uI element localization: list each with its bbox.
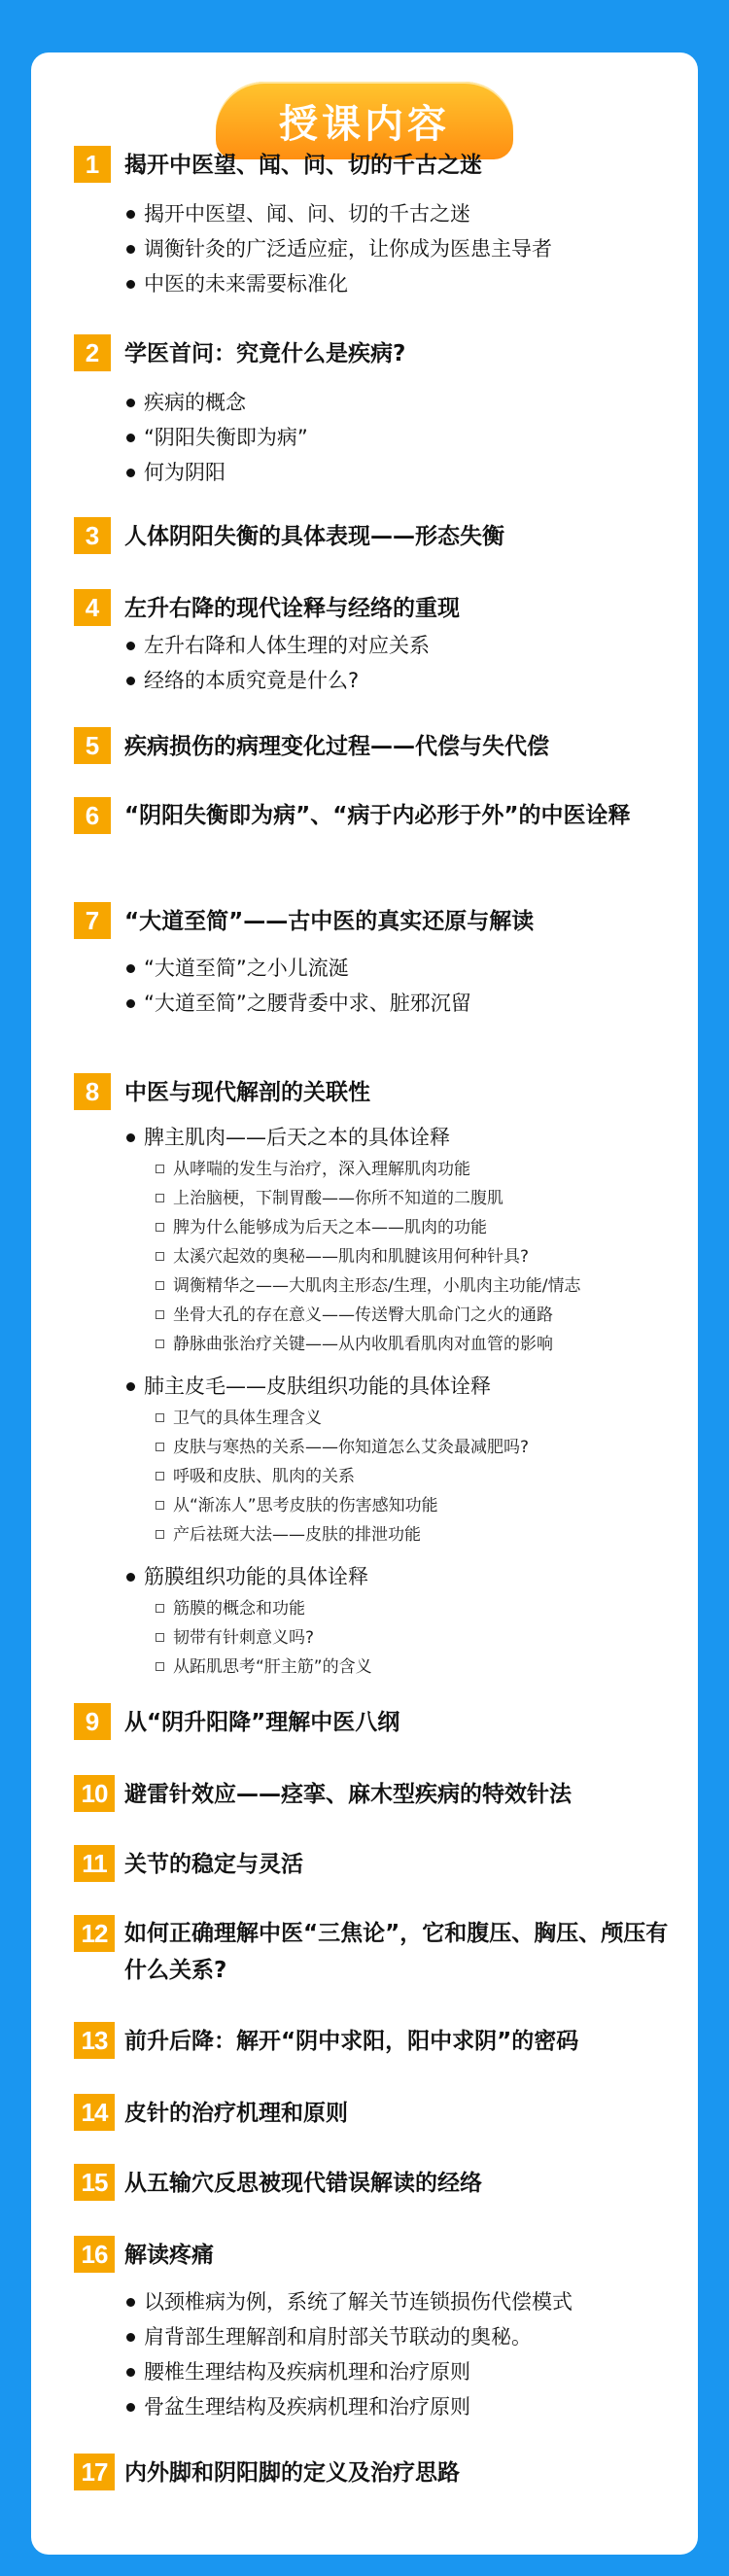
sub-item: 静脉曲张治疗关键——从内收肌看肌肉对血管的影响 [154, 1330, 677, 1359]
section-number: 2 [74, 334, 111, 371]
section-11 [74, 1845, 677, 1884]
sub-item: 呼吸和皮肤、肌肉的关系 [154, 1462, 677, 1491]
section-2 [74, 334, 677, 490]
list-item: 以颈椎病为例，系统了解关节连锁损伤代偿模式 [124, 2284, 677, 2319]
section-number: 12 [74, 1915, 115, 1952]
list-item: “大道至简”之小儿流涎 [124, 951, 677, 986]
section-number: 6 [74, 797, 111, 834]
section-number: 5 [74, 727, 111, 764]
section-title: 如何正确理解中医“三焦论”，它和腹压、胸压、颅压有什么关系? [124, 1921, 669, 1983]
section-number: 4 [74, 589, 111, 626]
sub-item: 调衡精华之——大肌肉主形态/生理，小肌肉主功能/情志 [154, 1271, 677, 1301]
sub-item: 皮肤与寒热的关系——你知道怎么艾灸最减肥吗? [154, 1433, 677, 1462]
sub-item: 坐骨大孔的存在意义——传送臀大肌命门之火的通路 [154, 1301, 677, 1330]
section-title: 避雷针效应——痉挛、麻木型疾病的特效针法 [124, 1782, 572, 1807]
section-title: 左升右降的现代诠释与经络的重现 [124, 596, 460, 621]
section-title: 人体阴阳失衡的具体表现——形态失衡 [124, 524, 504, 549]
section-title: 疾病损伤的病理变化过程——代偿与失代偿 [124, 734, 549, 759]
section-title: 学医首问：究竟什么是疾病? [124, 341, 406, 366]
section-10 [74, 1775, 677, 1814]
sub-item: 韧带有针刺意义吗? [154, 1623, 677, 1653]
section-1 [74, 146, 677, 301]
banner-title: 授课内容 [279, 101, 450, 147]
list-item: 揭开中医望、闻、问、切的千古之迷 [124, 196, 677, 231]
section-13 [74, 2022, 677, 2061]
section-number: 8 [74, 1073, 111, 1110]
section-number: 11 [74, 1845, 115, 1882]
section-7 [74, 902, 677, 1021]
section-number: 1 [74, 146, 111, 183]
section-title: 从五输穴反思被现代错误解读的经络 [124, 2171, 482, 2196]
list-item: 肩背部生理解剖和肩肘部关节联动的奥秘。 [124, 2319, 677, 2354]
section-number: 17 [74, 2454, 115, 2490]
content-card [31, 52, 698, 2555]
list-item: “阴阳失衡即为病” [124, 420, 677, 455]
section-17 [74, 2454, 677, 2492]
list-item: 何为阴阳 [124, 455, 677, 490]
section-title: “大道至简”——古中医的真实还原与解读 [124, 909, 535, 934]
sub-item: 从哮喘的发生与治疗，深入理解肌肉功能 [154, 1155, 677, 1184]
list-item: 腰椎生理结构及疾病机理和治疗原则 [124, 2354, 677, 2389]
section-3 [74, 517, 677, 556]
section-number: 14 [74, 2094, 115, 2131]
section-title: 前升后降：解开“阴中求阳，阳中求阴”的密码 [124, 2029, 579, 2054]
list-item: 调衡针灸的广泛适应症，让你成为医患主导者 [124, 231, 677, 266]
list-item: “大道至简”之腰背委中求、脏邪沉留 [124, 986, 677, 1021]
section-8 [74, 1073, 677, 1682]
group-label: 脾主肌肉——后天之本的具体诠释 [124, 1120, 677, 1155]
section-title: 从“阴升阳降”理解中医八纲 [124, 1710, 400, 1735]
sub-item: 从“渐冻人”思考皮肤的伤害感知功能 [154, 1491, 677, 1520]
section-title: 关节的稳定与灵活 [124, 1852, 303, 1877]
sub-item: 上治脑梗，下制胃酸——你所不知道的二腹肌 [154, 1184, 677, 1213]
section-15 [74, 2164, 677, 2203]
section-number: 3 [74, 517, 111, 554]
section-title: 皮针的治疗机理和原则 [124, 2101, 348, 2126]
section-title: 解读疼痛 [124, 2243, 214, 2268]
section-title: 揭开中医望、闻、问、切的千古之迷 [124, 153, 482, 178]
section-number: 16 [74, 2236, 115, 2273]
section-number: 10 [74, 1775, 115, 1812]
section-4 [74, 589, 677, 698]
section-title: 内外脚和阴阳脚的定义及治疗思路 [124, 2460, 460, 2486]
section-number: 15 [74, 2164, 115, 2201]
group-label: 肺主皮毛——皮肤组织功能的具体诠释 [124, 1369, 677, 1404]
sub-item: 筋膜的概念和功能 [154, 1594, 677, 1623]
section-16 [74, 2236, 677, 2424]
section-6 [74, 797, 677, 834]
section-title: 中医与现代解剖的关联性 [124, 1080, 370, 1105]
sub-item: 从跖肌思考“肝主筋”的含义 [154, 1653, 677, 1682]
list-item: 中医的未来需要标准化 [124, 266, 677, 301]
section-number: 9 [74, 1703, 111, 1740]
section-title: “阴阳失衡即为病”、“病于内必形于外”的中医诠释 [124, 803, 631, 828]
section-14 [74, 2094, 677, 2133]
sub-item: 产后祛斑大法——皮肤的排泄功能 [154, 1520, 677, 1549]
section-number: 13 [74, 2022, 115, 2059]
sub-item: 卫气的具体生理含义 [154, 1404, 677, 1433]
section-number: 7 [74, 902, 111, 939]
list-item: 骨盆生理结构及疾病机理和治疗原则 [124, 2389, 677, 2424]
section-5 [74, 727, 677, 766]
list-item: 经络的本质究竟是什么? [124, 663, 677, 698]
group-label: 筋膜组织功能的具体诠释 [124, 1559, 677, 1594]
section-9 [74, 1703, 677, 1742]
sub-item: 脾为什么能够成为后天之本——肌肉的功能 [154, 1213, 677, 1242]
list-item: 疾病的概念 [124, 385, 677, 420]
section-12 [74, 1915, 677, 1989]
list-item: 左升右降和人体生理的对应关系 [124, 628, 677, 663]
sub-item: 太溪穴起效的奥秘——肌肉和肌腱该用何种针具? [154, 1242, 677, 1271]
